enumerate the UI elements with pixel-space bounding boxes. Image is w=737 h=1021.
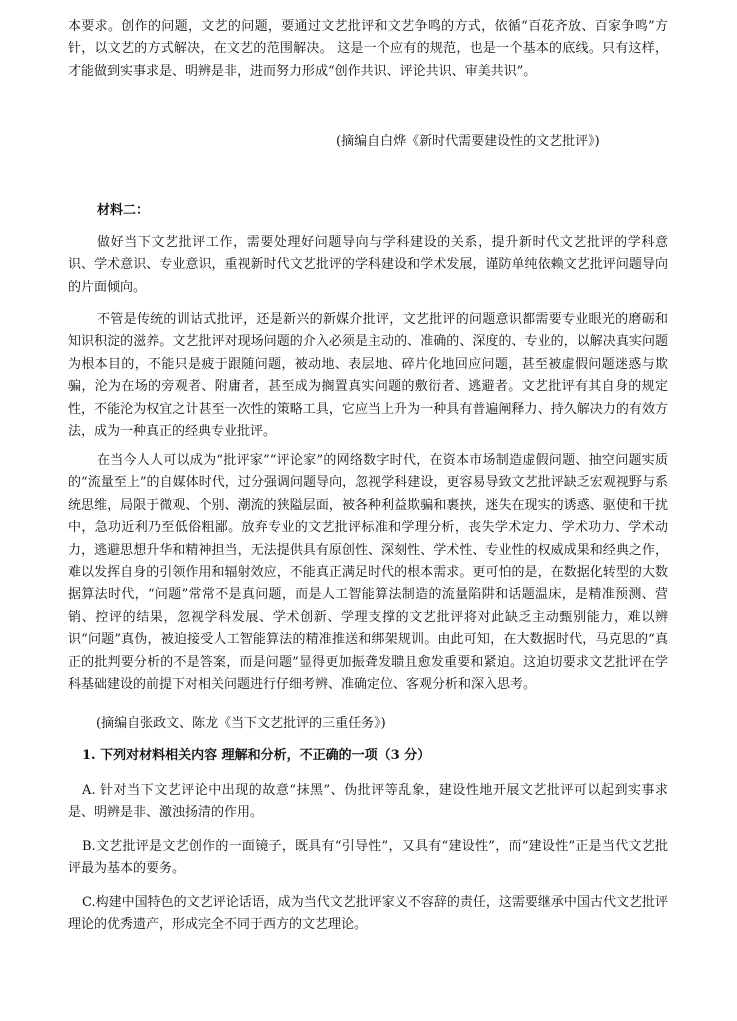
material-2-paragraph-3: 在当今人人可以成为“批评家”“评论家”的网络数字时代，在资本市场制造虚假问题、抽空问题实质的“流量至上”的自媒体时代，过分强调问题导向，忽视学科建设，更容易导致文艺批评缺乏宏观视野与系统思维，局限于微观、个别、潮流的狭隘层面，被各种利益欺骗和裹挟，迷失在现实的诱惑、驱使和干扰中，急功近利乃至低俗粗鄙。放弃专业的文艺批评标准和学理分析，丧失学术定力、学术功力、学术动力，逃避思想升华和精神担当，无法提供具有原创性、深刻性、学术性、专业性的权威成果和经典之作，难以发挥自身的引领作用和辐射效应，不能真正满足时代的根本需求。更可怕的是，在数据化转型的大数据算法时代，“问题”常常不是真问题，而是人工智能算法制造的流量陷阱和话题温床，是精准预测、营销、控评的结果，忽视学科发展、学术创新、学理支撑的文艺批评将对此缺乏主动甄别能力，难以辨识“问题”真伪，被迫接受人工智能算法的精准推送和绑架规训。由此可知，在大数据时代，马克思的“真正的批判要分析的不是答案，而是问题”显得更加振聋发聩且愈发重要和紧迫。这迫切要求文艺批评在学科基础建设的前提下对相关问题进行仔细考辨、准确定位、客观分析和深入思考。 xyxy=(68,453,668,693)
material-2-heading: 材料二： xyxy=(97,203,150,218)
question-stem: 1. 下列对材料相关内容 理解和分析，不正确的一项（3 分） xyxy=(82,748,431,763)
material-2-paragraph-1: 做好当下文艺批评工作，需要处理好问题导向与学科建设的关系，提升新时代文艺批评的学科意识、学术意识、专业意识，重视新时代文艺批评的学科建设和学术发展，谨防单纯依赖文艺批评问题导向的片面倾向。 xyxy=(68,235,668,295)
question-option-a: A. 针对当下文艺评论中出现的故意“抹黑”、伪批评等乱象，建设性地开展文艺批评可以起到实事求是、明辨是非、激浊扬清的作用。 xyxy=(68,783,668,821)
top-paragraph: 本要求。创作的问题，文艺的问题，要通过文艺批评和文艺争鸣的方式，依循“百花齐放、百家争鸣”方针，以文艺的方式解决，在文艺的范围解决。 这是一个应有的规范，也是一个基本的底线。只有这样，才能做到实事求是、明辨是非，进而努力形成“创作共识、评论共识、审美共识”。 xyxy=(68,19,668,79)
question-option-b: B.文艺批评是文艺创作的一面镜子，既具有“引导性”，又具有“建设性”，而“建设性”正是当代文艺批评最为基本的要务。 xyxy=(68,839,668,877)
material-2-paragraph-2: 不管是传统的训诂式批评，还是新兴的新媒介批评，文艺批评的问题意识都需要专业眼光的磨砺和知识积淀的滋养。文艺批评对现场问题的介入必须是主动的、准确的、深度的、专业的，以解决真实问题为根本目的，不能只是疲于跟随问题，被动地、表层地、碎片化地回应问题，甚至被虚假问题迷惑与欺骗，沦为在场的旁观者、附庸者，甚至成为搁置真实问题的敷衍者、逃避者。文艺批评有其自身的规定性，不能沦为权宜之计甚至一次性的策略工具，它应当上升为一种具有普遍阐释力、持久解决力的有效方法，成为一种真正的经典专业批评。 xyxy=(68,312,668,440)
question-option-c: C.构建中国特色的文艺评论话语，成为当代文艺批评家义不容辞的责任，这需要继承中国古代文艺批评理论的优秀遗产，形成完全不同于西方的文艺理论。 xyxy=(68,895,668,933)
source-citation-2: (摘编自张政文、陈龙《当下文艺批评的三重任务》) xyxy=(96,716,386,731)
source-citation-1: (摘编自白烨《新时代需要建设性的文艺批评》) xyxy=(336,134,600,149)
